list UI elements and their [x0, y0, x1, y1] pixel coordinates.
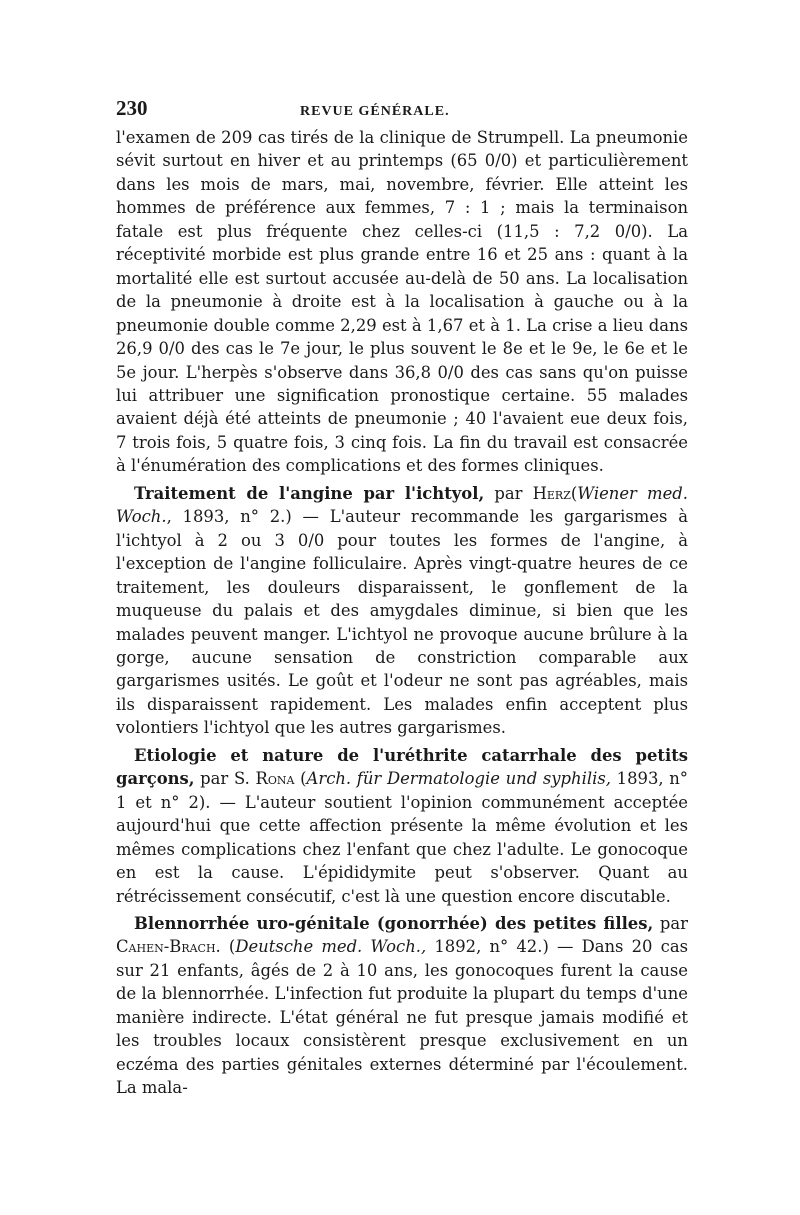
author-name: Cahen-Brach.	[116, 937, 221, 957]
paragraph-text: l'examen de 209 cas tirés de la clinique de Strumpell. La pneumonie sévit surtout en hiver et au printemps (65 0/0) et particulièrement dans les mois de mars, mai, novembre, février. Elle atteint les hommes de préférence aux femmes, 7 : 1 ; mais la terminaison fatale est plus fréquente chez celles-ci (11,5 : 7,2 0/0). La réceptivité morbide est plus grande entre 16 et 25 ans : quant à la mortalité elle est surtout accusée au-delà de 50 ans. La localisation de la pneumonie à droite est à la localisation à gauche ou à la pneumonie double comme 2,29 est à 1,67 et à 1. La crise a lieu dans 26,9 0/0 des cas le 7e jour, le plus souvent le 8e et le 9e, le 6e et le 5e jour. L'herpès s'observe dans 36,8 0/0 des cas sans qu'on puisse lui attribuer une signification pronostique certaine. 55 malades avaient déjà été atteints de pneumonie ; 40 l'avaient eue deux fois, 7 trois fois, 5 quatre fois, 3 cinq fois. La fin du travail est consacrée à l'énumération des complications et des formes cliniques.	[116, 128, 688, 476]
article-title: Blennorrhée uro-génitale (gonorrhée) des petites filles,	[134, 913, 654, 933]
article-ichtyol: Traitement de l'angine par l'ichtyol, par Herz(Wiener med. Woch., 1893, n° 2.) — L'auteur recommande les gargarismes à l'ichtyol à 2 ou 3 0/0 pour toutes les formes de l'angine, à l'exception de l'angine folliculaire. Après vingt-quatre heures de ce traitement, les douleurs disparaissent, le gonflement de la muqueuse du palais et des amygdales diminue, si bien que les malades peuvent manger. L'ichtyol ne provoque aucune brûlure à la gorge, aucune sensation de constriction comparable aux gargarismes usités. Le goût et l'odeur ne sont pas agréables, mais ils disparaissent rapidement. Les malades enfin acceptent plus volontiers l'ichtyol que les autres gargarismes.	[116, 483, 688, 738]
running-title: REVUE GÉNÉRALE.	[300, 104, 450, 119]
article-title: Traitement de l'angine par l'ichtyol,	[134, 483, 485, 503]
article-blennorrhee: Blennorrhée uro-génitale (gonorrhée) des petites filles, par Cahen-Brach. (Deutsche med. Woch., 1892, n° 42.) — Dans 20 cas sur 21 enfants, âgés de 2 à 10 ans, les gonocoques furent la cause de la blennorrhée. L'infection fut produite la plupart du temps d'une manière indirecte. L'état général ne fut presque jamais modifié et les troubles locaux consistèrent presque exclusivement en un eczéma des parties génitales externes déterminé par l'écoulement. La mala-	[116, 913, 688, 1098]
article-title: Etiologie et nature de l'uréthrite catarrhale des petits garçons,	[116, 745, 688, 789]
article-body: — Dans 20 cas sur 21 enfants, âgés de 2 à 10 ans, les gonocoques furent la cause de la blennorrhée. L'infection fut produite la plupart du temps d'une manière indirecte. L'état général ne fut presque jamais modifié et les troubles locaux consistèrent presque exclusivement en un eczéma des parties génitales externes déterminé par l'écoulement. La mala-	[116, 937, 688, 1098]
journal-name: Arch. für Dermatologie und syphilis,	[306, 769, 611, 789]
citation: , 1893, n° 2.)	[166, 507, 292, 527]
author-prefix: par	[659, 913, 688, 933]
journal-name: Deutsche med. Woch.,	[235, 937, 427, 957]
citation: 1893, n° 1 et n° 2).	[116, 769, 689, 812]
author-prefix: par	[494, 483, 523, 503]
citation: 1892, n° 42.)	[434, 937, 549, 957]
article-body: — L'auteur recommande les gargarismes à l'ichtyol à 2 ou 3 0/0 pour toutes les formes de l'angine, à l'exception de l'angine folliculaire. Après vingt-quatre heures de ce traitement, les douleurs disparaissent, le gonflement de la muqueuse du palais et des amygdales diminue, si bien que les malades peuvent manger. L'ichtyol ne provoque aucune brûlure à la gorge, aucune sensation de constriction comparable aux gargarismes usités. Le goût et l'odeur ne sont pas agréables, mais ils disparaissent rapidement. Les malades enfin acceptent plus volontiers l'ichtyol que les autres gargarismes.	[116, 507, 688, 738]
page-number: 230	[116, 96, 148, 120]
paragraph-pneumonia	[116, 126, 688, 478]
author-name: Rona	[255, 769, 295, 789]
journal-name: Wiener med. Woch.	[116, 483, 688, 527]
article-body: — L'auteur soutient l'opinion communément acceptée aujourd'hui que cette affection présente la même évolution et les mêmes complications chez l'enfant que chez l'adulte. Le gonocoque en est la cause. L'épididymite peut s'observer. Quant au rétrécissement consécutif, c'est là une question encore discutable.	[116, 792, 688, 906]
page-header	[116, 96, 688, 126]
page	[116, 96, 688, 1100]
article-urethrite: Etiologie et nature de l'uréthrite catarrhale des petits garçons, par S. Rona (Arch. für Dermatologie und syphilis, 1893, n° 1 et n° 2). — L'auteur soutient l'opinion communément acceptée aujourd'hui que cette affection présente la même évolution et les mêmes complications chez l'enfant que chez l'adulte. Le gonocoque en est la cause. L'épididymite peut s'observer. Quant au rétrécissement consécutif, c'est là une question encore discutable.	[116, 745, 689, 906]
author-prefix: par S.	[200, 769, 250, 789]
author-name: Herz	[532, 483, 571, 503]
